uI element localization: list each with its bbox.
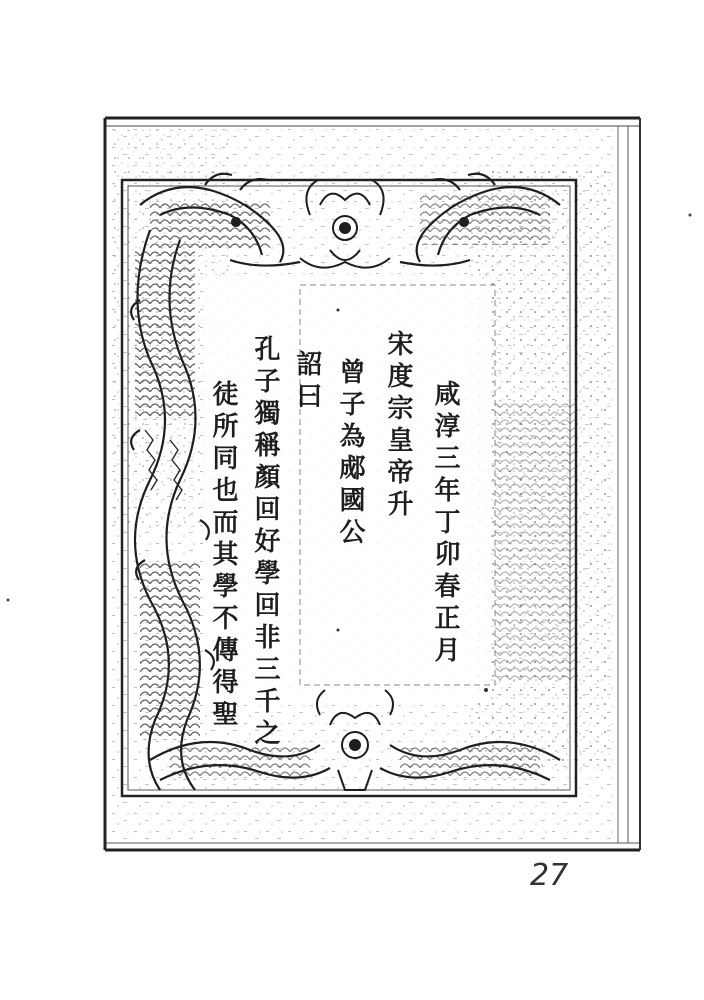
page-number: 27 bbox=[530, 858, 569, 893]
text-column-6: 徒所同也而其學不傳得聖 bbox=[208, 380, 238, 732]
text-column-1: 咸淳三年丁卯春正月 bbox=[430, 380, 460, 668]
text-column-5: 孔子獨稱顏回好學回非三千之 bbox=[250, 335, 280, 751]
text-column-4: 詔曰 bbox=[292, 350, 322, 414]
text-column-2: 宋度宗皇帝升 bbox=[383, 330, 413, 522]
text-column-3: 曾子為郕國公 bbox=[335, 358, 365, 550]
